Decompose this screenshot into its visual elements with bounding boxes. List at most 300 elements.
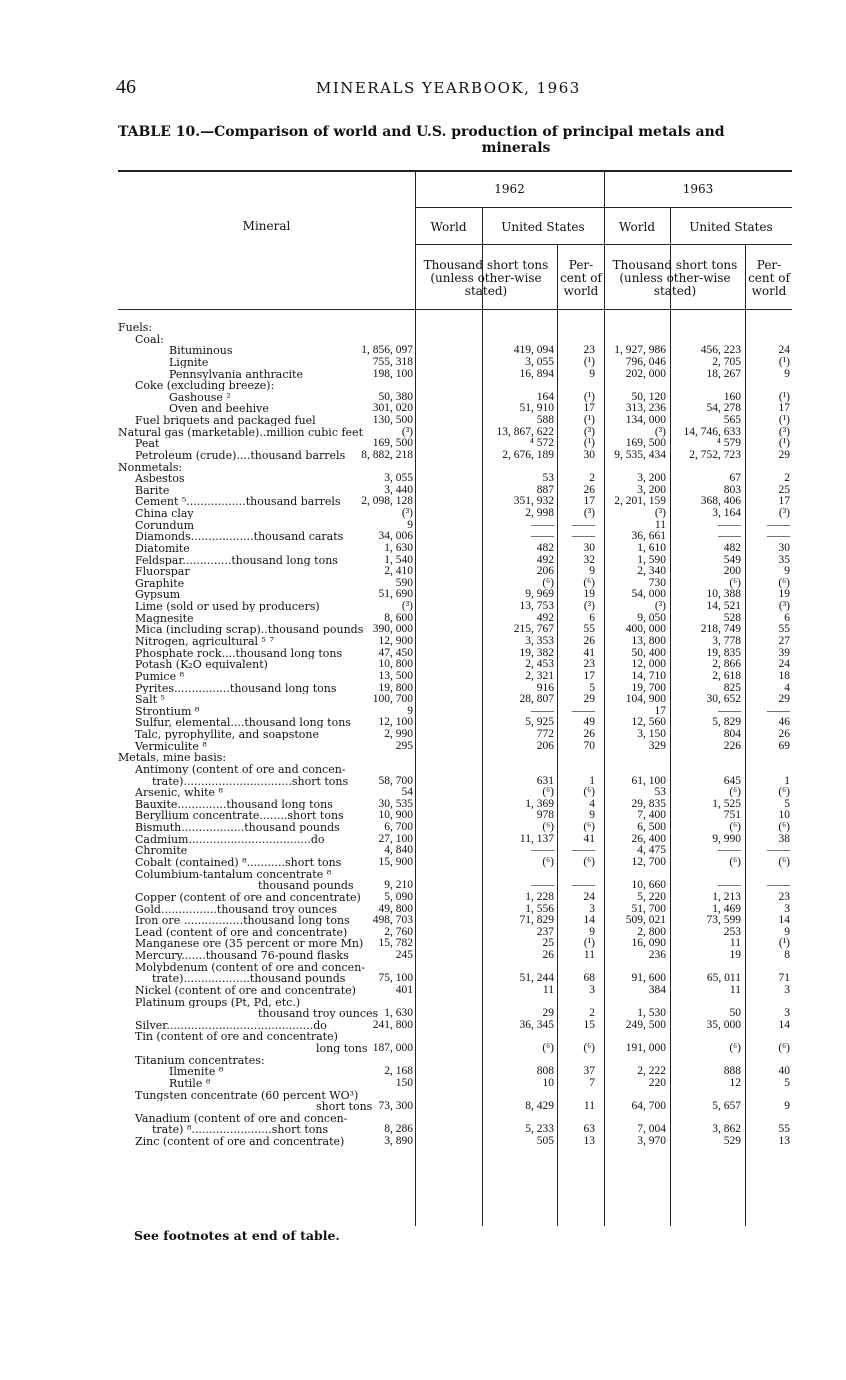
us-1962-cell: 25 xyxy=(542,937,554,950)
us-1962-cell: 11 xyxy=(542,983,554,996)
us-1963-cell: 50 xyxy=(729,1007,741,1020)
pct-1962-cell: (⁶) xyxy=(583,1042,595,1055)
pct-1963-cell: 55 xyxy=(778,623,790,636)
table-row xyxy=(118,566,794,578)
pct-1962-cell: (⁶) xyxy=(583,576,595,589)
world-1962-cell: 498, 703 xyxy=(372,914,413,927)
us-1963-cell: 1, 525 xyxy=(712,797,741,810)
us-1963-cell: 218, 749 xyxy=(700,623,741,636)
world-1962-cell: 73, 300 xyxy=(378,1100,413,1113)
world-1963-cell: (³) xyxy=(654,507,666,520)
us-1962-cell: 53 xyxy=(542,472,554,485)
world-1963-cell: 50, 120 xyxy=(631,390,666,403)
pct-1963-cell: (¹) xyxy=(778,937,790,950)
world-1963-cell: 36, 661 xyxy=(631,530,666,543)
world-1963-cell: 3, 200 xyxy=(637,483,666,496)
us-1962-cell: 26 xyxy=(542,949,554,962)
pct-1962-cell: 11 xyxy=(583,949,595,962)
pct-1963-cell: 19 xyxy=(778,588,790,601)
us-1962-cell: 1, 556 xyxy=(525,902,554,915)
world-1962-cell: 49, 800 xyxy=(378,902,413,915)
pct-1962-cell: 1 xyxy=(589,774,595,787)
world-1962-cell: 4, 840 xyxy=(384,844,413,857)
table-row xyxy=(118,357,794,369)
world-1962-cell: 8, 882, 218 xyxy=(361,448,413,461)
page-number: 46 xyxy=(116,76,136,98)
table-row xyxy=(118,1020,794,1032)
pct-1963-cell: (¹) xyxy=(778,390,790,403)
world-1963-cell: 91, 600 xyxy=(631,972,666,985)
world-1963-cell: 29, 835 xyxy=(631,797,666,810)
world-1962-cell: 2, 760 xyxy=(384,925,413,938)
table-row xyxy=(118,822,794,834)
table-row xyxy=(118,1078,794,1090)
us-1962-cell: 3, 055 xyxy=(525,355,554,368)
us-1963-cell: 30, 652 xyxy=(706,693,741,706)
table-row xyxy=(118,950,794,962)
row-label: Magnesite xyxy=(135,612,194,624)
us-1963-cell: 825 xyxy=(723,681,741,694)
us-1962-cell: —— xyxy=(531,879,554,892)
world-1962-cell: 9 xyxy=(407,704,413,717)
pct-1963-cell: (³) xyxy=(778,425,790,438)
pct-1963-cell: (¹) xyxy=(778,414,790,427)
world-1962-cell: 9 xyxy=(407,518,413,531)
page-header xyxy=(116,76,792,102)
pct-1963-cell: 29 xyxy=(778,448,790,461)
pct-1962-cell: 24 xyxy=(583,890,595,903)
top-rule xyxy=(118,170,792,172)
world-1963-header: World xyxy=(619,220,655,234)
table-row xyxy=(118,764,794,776)
us-1962-cell: (⁶) xyxy=(542,855,554,868)
row-label: Corundum xyxy=(135,519,195,531)
world-1962-cell: 5, 090 xyxy=(384,890,413,903)
pct-1962-cell: 5 xyxy=(589,681,595,694)
pct-1963-cell: 6 xyxy=(784,611,790,624)
world-1963-cell: (³) xyxy=(654,425,666,438)
table-row xyxy=(118,613,794,625)
table-row xyxy=(118,1043,794,1055)
world-1962-cell: 27, 100 xyxy=(378,832,413,845)
year-1963-header: 1963 xyxy=(682,182,714,196)
us-1962-cell: 164 xyxy=(536,390,554,403)
us-1962-cell: 16, 894 xyxy=(519,367,554,380)
row-label: Ilmenite ⁸ xyxy=(169,1066,224,1078)
pct-1962-cell: 3 xyxy=(589,983,595,996)
row-label: Gold................thousand troy ounces xyxy=(135,903,338,915)
row-label: Barite xyxy=(135,484,170,496)
us-1962-cell: 5, 925 xyxy=(525,716,554,729)
us-1962-cell: —— xyxy=(531,844,554,857)
table-row xyxy=(118,1090,794,1102)
table-row xyxy=(118,392,794,404)
world-1963-cell: 13, 800 xyxy=(631,635,666,647)
row-label: Mercury.......thousand 76-pound flasks xyxy=(135,950,349,962)
pct-1962-cell: 49 xyxy=(583,716,595,729)
pct-1963-cell: 3 xyxy=(784,902,790,915)
row-label: Molybdenum (content of ore and concen- xyxy=(135,961,365,973)
world-1962-cell: 1, 856, 097 xyxy=(361,344,413,357)
world-1962-cell: 15, 782 xyxy=(378,937,413,950)
world-1963-cell: 26, 400 xyxy=(631,832,666,845)
pct-1962-cell: 30 xyxy=(583,448,595,461)
table-row xyxy=(118,1055,794,1067)
us-1962-cell: 351, 932 xyxy=(513,495,554,508)
us-1963-cell: 1, 469 xyxy=(712,902,741,915)
us-1962-cell: 419, 094 xyxy=(513,344,554,357)
us-1962-cell: (⁶) xyxy=(542,786,554,799)
pct-1963-cell: 9 xyxy=(784,367,790,380)
table-row xyxy=(118,880,794,892)
pct-1963-cell: 5 xyxy=(784,1076,790,1089)
us-1963-cell: 3, 862 xyxy=(712,1123,741,1136)
world-1962-cell: 50, 380 xyxy=(378,390,413,403)
row-label: Fluorspar xyxy=(135,566,190,578)
row-label: Columbium-tantalum concentrate ⁸ xyxy=(135,868,332,880)
us-1962-cell: 916 xyxy=(536,681,554,694)
world-1962-cell: 19, 800 xyxy=(378,681,413,694)
pct-1963-cell: 23 xyxy=(778,890,790,903)
us-1963-cell: 19 xyxy=(729,949,741,962)
us-1962-cell: 10 xyxy=(542,1076,554,1089)
table-row xyxy=(118,334,794,346)
world-1963-cell: 1, 610 xyxy=(637,541,666,554)
world-1962-cell: 390, 000 xyxy=(372,623,413,636)
world-1962-cell: 2, 410 xyxy=(384,565,413,578)
pct-1962-cell: (¹) xyxy=(583,390,595,403)
world-1963-cell: 9, 535, 434 xyxy=(614,448,666,461)
world-1962-cell: 2, 168 xyxy=(384,1065,413,1078)
us-1963-cell: 73, 599 xyxy=(706,914,741,927)
world-1963-cell: 50, 400 xyxy=(631,646,666,659)
row-label: Lead (content of ore and concentrate) xyxy=(135,926,348,938)
world-1962-cell: 6, 700 xyxy=(384,821,413,834)
table-row xyxy=(118,531,794,543)
pct-1963-cell: 30 xyxy=(778,541,790,554)
pct-1963-cell: —— xyxy=(767,518,790,531)
pct-1963-cell: —— xyxy=(767,704,790,717)
row-label: Strontium ⁸ xyxy=(135,705,200,717)
pct-1963-cell: 29 xyxy=(778,693,790,706)
us-1963-cell: 565 xyxy=(723,414,741,427)
world-1962-cell: 245 xyxy=(395,949,413,962)
pct-1962-cell: 26 xyxy=(583,483,595,496)
row-label: Peat xyxy=(135,438,160,450)
world-1963-cell: 7, 004 xyxy=(637,1123,666,1136)
world-1963-cell: (³) xyxy=(654,600,666,613)
us-1962-cell: 887 xyxy=(536,483,554,496)
pct-1962-cell: (¹) xyxy=(583,437,595,450)
pct-1962-cell: 26 xyxy=(583,728,595,741)
footnote-reference: See footnotes at end of table. xyxy=(134,1228,340,1243)
pct-1963-cell: 9 xyxy=(784,1100,790,1113)
us-1963-cell: 2, 866 xyxy=(712,658,741,671)
pct-1963-cell: 14 xyxy=(778,914,790,927)
row-label: Bismuth..................thousand pounds xyxy=(135,822,340,834)
pct-1963-cell: 25 xyxy=(778,483,790,496)
pct-1963-cell: (⁶) xyxy=(778,855,790,868)
world-1962-cell: 3, 440 xyxy=(384,483,413,496)
world-1963-cell: 6, 500 xyxy=(637,821,666,834)
pct-1962-cell: 23 xyxy=(583,658,595,671)
world-1962-cell: 10, 800 xyxy=(378,658,413,671)
table-row xyxy=(118,601,794,613)
pct-1962-cell: —— xyxy=(572,844,595,857)
us-1962-cell: 631 xyxy=(536,774,554,787)
world-1963-cell: 54, 000 xyxy=(631,588,666,601)
world-1962-cell: 301, 020 xyxy=(372,402,413,415)
row-label: Coke (excluding breeze): xyxy=(135,380,275,392)
us-1962-cell: (⁶) xyxy=(542,1042,554,1055)
world-1963-cell: 236 xyxy=(648,949,666,962)
row-label: Bituminous xyxy=(169,345,233,357)
pct-1962-cell: 17 xyxy=(583,495,595,508)
world-1963-cell: 134, 000 xyxy=(625,414,666,427)
table-row xyxy=(118,462,794,474)
row-label: Antimony (content of ore and concen- xyxy=(135,763,346,775)
table-row xyxy=(118,787,794,799)
table-row xyxy=(118,717,794,729)
pct-1963-cell: 1 xyxy=(784,774,790,787)
pct-1962-cell: 4 xyxy=(589,797,595,810)
row-label: Vermiculite ⁸ xyxy=(135,740,207,752)
us-1963-cell: 804 xyxy=(723,728,741,741)
table-row xyxy=(118,904,794,916)
us-1963-cell: 888 xyxy=(723,1065,741,1078)
world-1962-cell: 150 xyxy=(395,1076,413,1089)
table-row xyxy=(118,892,794,904)
pct-1963-cell: —— xyxy=(767,844,790,857)
row-label: Graphite xyxy=(135,577,185,589)
row-label: Fuel briquets and packaged fuel xyxy=(135,415,316,427)
world-1963-cell: 19, 700 xyxy=(631,681,666,694)
us-1963-cell: —— xyxy=(718,844,741,857)
row-label: Silver..........................................do xyxy=(135,1019,327,1031)
table-row xyxy=(118,520,794,532)
us-1962-cell: ⁴ 572 xyxy=(529,437,554,450)
us-1963-cell: 803 xyxy=(723,483,741,496)
us-1962-cell: 2, 998 xyxy=(525,507,554,520)
us-1962-cell: 772 xyxy=(536,728,554,741)
world-1963-cell: 220 xyxy=(648,1076,666,1089)
world-1962-cell: 1, 630 xyxy=(384,541,413,554)
us-1963-cell: 14, 521 xyxy=(706,600,741,613)
row-label: Lignite xyxy=(169,356,209,368)
row-label: short tons xyxy=(316,1101,373,1113)
us-1962-header: United States xyxy=(501,220,585,234)
world-1962-cell: 13, 500 xyxy=(378,669,413,682)
world-1963-cell: 12, 000 xyxy=(631,658,666,671)
pct-1962-cell: (⁶) xyxy=(583,786,595,799)
pct-1963-cell: 17 xyxy=(778,495,790,508)
world-1963-cell: 313, 236 xyxy=(625,402,666,415)
row-label: Titanium concentrates: xyxy=(135,1054,265,1066)
world-1963-cell: 5, 220 xyxy=(637,890,666,903)
row-label: Cobalt (contained) ⁸...........short tons xyxy=(135,856,342,868)
world-1962-cell: 241, 800 xyxy=(372,1018,413,1031)
pct-1963-cell: (⁶) xyxy=(778,576,790,589)
table-row xyxy=(118,427,794,439)
pct-1962-cell: 17 xyxy=(583,669,595,682)
us-1963-cell: (⁶) xyxy=(729,855,741,868)
us-1963-cell: 200 xyxy=(723,565,741,578)
pct-1963-cell: 18 xyxy=(778,669,790,682)
us-1963-cell: 18, 267 xyxy=(706,367,741,380)
pct-1963-cell: 8 xyxy=(784,949,790,962)
row-label: Zinc (content of ore and concentrate) xyxy=(135,1136,345,1148)
world-1962-cell: 130, 500 xyxy=(372,414,413,427)
row-label: Vanadium (content of ore and concen- xyxy=(135,1112,348,1124)
pct-1962-cell: 13 xyxy=(583,1135,595,1148)
world-1963-cell: 730 xyxy=(648,576,666,589)
pct-1963-cell: —— xyxy=(767,530,790,543)
table-row xyxy=(118,810,794,822)
world-1962-header: World xyxy=(430,220,467,234)
world-1963-cell: 509, 021 xyxy=(625,914,666,927)
row-label: Mica (including scrap)..thousand pounds xyxy=(135,624,364,636)
us-1963-cell: 2, 618 xyxy=(712,669,741,682)
us-1963-cell: 3, 164 xyxy=(712,507,741,520)
world-1962-cell: 51, 690 xyxy=(378,588,413,601)
row-label: Gashouse ² xyxy=(169,391,231,403)
pct-1962-cell: 11 xyxy=(583,1100,595,1113)
pct-1962-cell: (³) xyxy=(583,425,595,438)
row-label: trate)...............................short tons xyxy=(152,775,349,787)
table-row xyxy=(118,450,794,462)
row-label: Feldspar..............thousand long tons xyxy=(135,554,338,566)
world-1963-cell: 202, 000 xyxy=(625,367,666,380)
units-1962-header: Thousand short tons (unless other-wise stated) xyxy=(423,258,549,298)
us-1963-cell: 5, 657 xyxy=(712,1100,741,1113)
us-1963-cell: 3, 778 xyxy=(712,635,741,647)
pct-1963-cell: 24 xyxy=(778,658,790,671)
world-1962-cell: 295 xyxy=(395,739,413,752)
pct-1962-cell: —— xyxy=(572,518,595,531)
table-row xyxy=(118,322,794,334)
row-label: Coal: xyxy=(135,333,164,345)
us-1962-cell: 482 xyxy=(536,541,554,554)
table-row xyxy=(118,555,794,567)
us-1963-cell: 529 xyxy=(723,1135,741,1148)
us-1962-cell: 206 xyxy=(536,739,554,752)
pct-1962-cell: (¹) xyxy=(583,355,595,368)
pct-1963-cell: 55 xyxy=(778,1123,790,1136)
pct-1962-cell: 14 xyxy=(583,914,595,927)
row-label: China clay xyxy=(135,508,194,520)
pct-1962-cell: 30 xyxy=(583,541,595,554)
pct-1962-cell: 2 xyxy=(589,472,595,485)
us-1962-cell: 237 xyxy=(536,925,554,938)
world-1962-cell: 30, 535 xyxy=(378,797,413,810)
world-1962-cell: 10, 900 xyxy=(378,809,413,822)
table-row xyxy=(118,473,794,485)
world-1963-cell: 3, 970 xyxy=(637,1135,666,1148)
table-row xyxy=(118,543,794,555)
world-1962-cell: 1, 630 xyxy=(384,1007,413,1020)
running-title: MINERALS YEARBOOK, 1963 xyxy=(316,79,581,97)
table-row xyxy=(118,752,794,764)
world-1963-cell: 249, 500 xyxy=(625,1018,666,1031)
table-row xyxy=(118,869,794,881)
world-1962-cell: 169, 500 xyxy=(372,437,413,450)
us-1963-cell: (⁶) xyxy=(729,1042,741,1055)
pct-1963-cell: (¹) xyxy=(778,437,790,450)
table-row xyxy=(118,857,794,869)
us-1962-cell: 13, 753 xyxy=(519,600,554,613)
us-1962-cell: 215, 767 xyxy=(513,623,554,636)
us-1963-cell: 528 xyxy=(723,611,741,624)
row-label: Tin (content of ore and concentrate) xyxy=(135,1031,338,1043)
table-title-line2: minerals xyxy=(481,140,551,156)
world-1963-cell: 1, 927, 986 xyxy=(614,344,666,357)
table-row xyxy=(118,1124,794,1136)
us-1963-cell: 67 xyxy=(729,472,741,485)
table-row xyxy=(118,508,794,520)
pct-1962-cell: (¹) xyxy=(583,414,595,427)
table-row xyxy=(118,589,794,601)
us-1963-cell: 549 xyxy=(723,553,741,566)
pct-1963-cell: 38 xyxy=(778,832,790,845)
world-1962-cell: 198, 100 xyxy=(372,367,413,380)
row-label: Tungsten concentrate (60 percent WO³) xyxy=(135,1089,359,1101)
pct-1963-cell: (⁶) xyxy=(778,1042,790,1055)
us-1962-cell: 978 xyxy=(536,809,554,822)
us-1963-cell: 226 xyxy=(723,739,741,752)
pct-1963-cell: (³) xyxy=(778,600,790,613)
world-1963-cell: 64, 700 xyxy=(631,1100,666,1113)
us-1962-cell: 206 xyxy=(536,565,554,578)
world-1962-cell: 12, 900 xyxy=(378,635,413,647)
pct-1963-cell: 9 xyxy=(784,925,790,938)
world-1963-cell: 796, 046 xyxy=(625,355,666,368)
world-1963-cell: 384 xyxy=(648,983,666,996)
units-1963-header: Thousand short tons (unless other-wise stated) xyxy=(612,258,738,298)
us-1963-cell: 5, 829 xyxy=(712,716,741,729)
us-1962-cell: 5, 233 xyxy=(525,1123,554,1136)
row-label: Phosphate rock....thousand long tons xyxy=(135,647,343,659)
us-1962-cell: 51, 910 xyxy=(519,402,554,415)
row-label: Nonmetals: xyxy=(118,461,183,473)
table-row xyxy=(118,927,794,939)
pct-1962-cell: 9 xyxy=(589,809,595,822)
us-1963-cell: 751 xyxy=(723,809,741,822)
world-1963-cell: 400, 000 xyxy=(625,623,666,636)
pct-1962-cell: (⁶) xyxy=(583,855,595,868)
pct-1963-cell: 17 xyxy=(778,402,790,415)
us-1962-cell: 28, 807 xyxy=(519,693,554,706)
table-row xyxy=(118,345,794,357)
pct-1963-cell: (³) xyxy=(778,507,790,520)
world-1963-cell: 1, 530 xyxy=(637,1007,666,1020)
us-1963-cell: (⁶) xyxy=(729,821,741,834)
us-1962-cell: 1, 369 xyxy=(525,797,554,810)
world-1962-cell: 47, 450 xyxy=(378,646,413,659)
pct-1963-cell: 69 xyxy=(778,739,790,752)
row-label: Petroleum (crude)....thousand barrels xyxy=(135,449,346,461)
us-1962-cell: —— xyxy=(531,518,554,531)
us-1963-cell: 253 xyxy=(723,925,741,938)
row-label: Platinum groups (Pt, Pd, etc.) xyxy=(135,996,301,1008)
us-1963-cell: 9, 990 xyxy=(712,832,741,845)
world-1963-cell: 2, 800 xyxy=(637,925,666,938)
world-1963-cell: 104, 900 xyxy=(625,693,666,706)
table-row xyxy=(118,369,794,381)
us-1963-cell: —— xyxy=(718,530,741,543)
us-1962-cell: 2, 321 xyxy=(525,669,554,682)
us-1963-cell: 645 xyxy=(723,774,741,787)
row-label: Salt ⁵ xyxy=(135,694,165,706)
